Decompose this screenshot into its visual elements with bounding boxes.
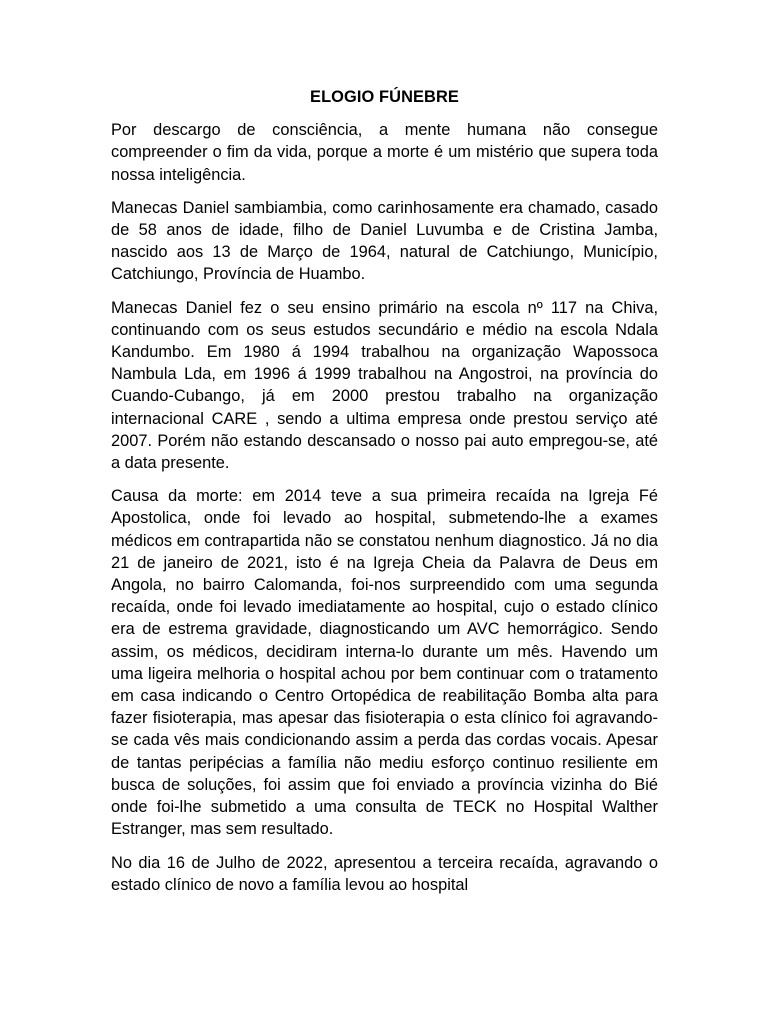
paragraph-education-career: Manecas Daniel fez o seu ensino primário na escola nº 117 na Chiva, continuando com os seus estudos secundário e médio na escola Ndala Kandumbo. Em 1980 á 1994 trabalhou na organização Wapossoca Nambula Lda, em 1996 á 1999 trabalhou na Angostroi, na província do Cuando-Cubango, já em 2000 prestou trabalho na organização internacional CARE , sendo a ultima empresa onde prestou serviço até 2007. Porém não estando descansado o nosso pai auto empregou-se, até a data presente. (111, 298, 658, 473)
document-body (111, 86, 658, 907)
paragraph-third-relapse: No dia 16 de Julho de 2022, apresentou a terceira recaída, agravando o estado clínico de novo a família levou ao hospital (111, 853, 658, 894)
document-title: ELOGIO FÚNEBRE (310, 88, 459, 106)
paragraph-intro: Por descargo de consciência, a mente humana não consegue compreender o fim da vida, porque a morte é um mistério que supera toda nossa inteligência. (111, 121, 658, 184)
paragraph-biography: Manecas Daniel sambiambia, como carinhosamente era chamado, casado de 58 anos de idade, filho de Daniel Luvumba e de Cristina Jamba, nascido aos 13 de Março de 1964, natural de Catchiungo, Município, Catchiungo, Província de Huambo. (111, 198, 658, 284)
paragraph-cause-of-death: Causa da morte: em 2014 teve a sua primeira recaída na Igreja Fé Apostolica, onde foi levado ao hospital, submetendo-lhe a exames médicos em contrapartida não se constatou nenhum diagnostico. Já no dia 21 de janeiro de 2021, isto é na Igreja Cheia da Palavra de Deus em Angola, no bairro Calomanda, foi-nos surpreendido com uma segunda recaída, onde foi levado imediatamente ao hospital, cujo o estado clínico era de estrema gravidade, diagnosticando um AVC hemorrágico. Sendo assim, os médicos, decidiram interna-lo durante um mês. Havendo um uma ligeira melhoria o hospital achou por bem continuar com o tratamento em casa indicando o Centro Ortopédica de reabilitação Bomba alta para fazer fisioterapia, mas apesar das fisioterapia o esta clínico foi agravando-se cada vês mais condicionando assim a perda das cordas vocais. Apesar de tantas peripécias a família não mediu esforço continuo resiliente em busca de soluções, foi assim que foi enviado a província vizinha do Bié onde foi-lhe submetido a uma consulta de TECK no Hospital Walther Estranger, mas sem resultado. (111, 487, 658, 839)
